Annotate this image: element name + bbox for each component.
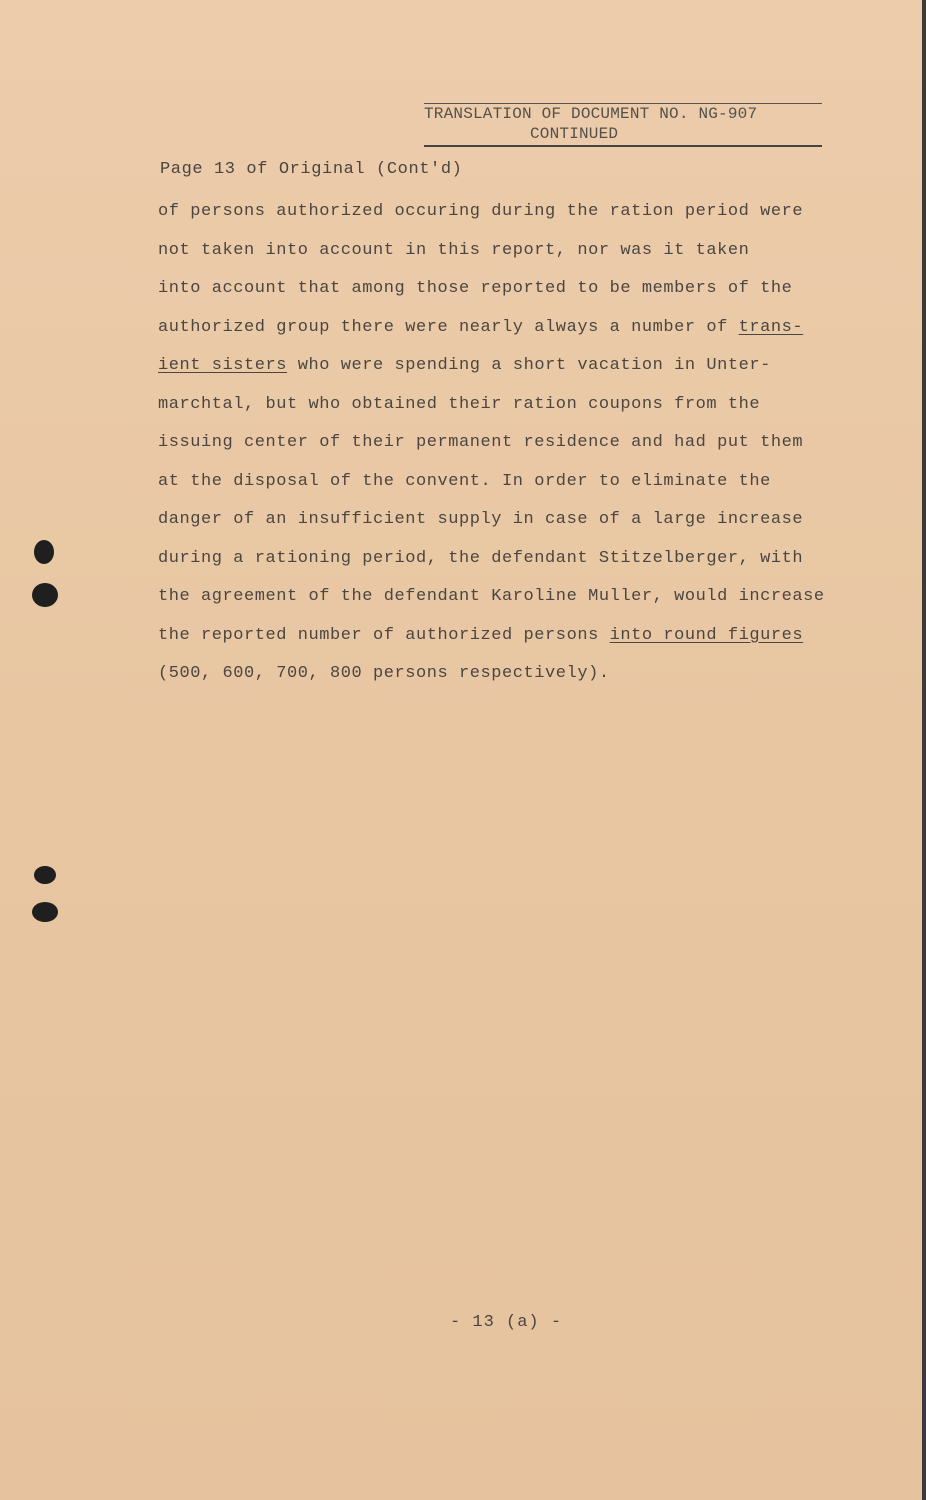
header-subtitle: CONTINUED xyxy=(530,125,619,143)
header-title: TRANSLATION OF DOCUMENT NO. NG-907 xyxy=(424,105,758,123)
document-header xyxy=(424,104,824,144)
text-line: the agreement of the defendant Karoline Muller, would increase xyxy=(158,587,825,606)
original-page-reference: Page 13 of Original (Cont'd) xyxy=(160,160,463,179)
punch-hole-mark xyxy=(32,583,58,607)
text-line: into account that among those reported to be members of the xyxy=(158,279,793,298)
punch-hole-mark xyxy=(34,866,56,884)
text-line: ient sisters who were spending a short vacation in Unter- xyxy=(158,356,771,375)
text-line: of persons authorized occuring during the ration period were xyxy=(158,202,804,221)
text-line: not taken into account in this report, nor was it taken xyxy=(158,240,750,260)
page-number: - 13 (a) - xyxy=(450,1313,563,1332)
punch-hole-mark xyxy=(32,902,58,922)
page-edge-shadow xyxy=(922,0,926,1500)
underlined-text: trans- xyxy=(738,317,804,337)
text-line: the reported number of authorized persons into round figures xyxy=(158,625,804,645)
punch-hole-mark xyxy=(34,540,54,564)
underlined-text: into round figures xyxy=(609,625,804,645)
text-line: marchtal, but who obtained their ration coupons from the xyxy=(158,394,761,414)
underlined-text: ient sisters xyxy=(158,356,288,375)
text-line: at the disposal of the convent. In order to eliminate the xyxy=(158,471,771,491)
text-line: issuing center of their permanent residence and had put them xyxy=(158,433,804,452)
text-line: (500, 600, 700, 800 persons respectively). xyxy=(158,664,610,683)
text-line: authorized group there were nearly always a number of trans- xyxy=(158,317,804,337)
text-line: danger of an insufficient supply in case of a large increase xyxy=(158,510,804,529)
body-text xyxy=(158,198,878,699)
header-bottom-rule xyxy=(424,145,822,147)
text-line: during a rationing period, the defendant Stitzelberger, with xyxy=(158,548,804,568)
